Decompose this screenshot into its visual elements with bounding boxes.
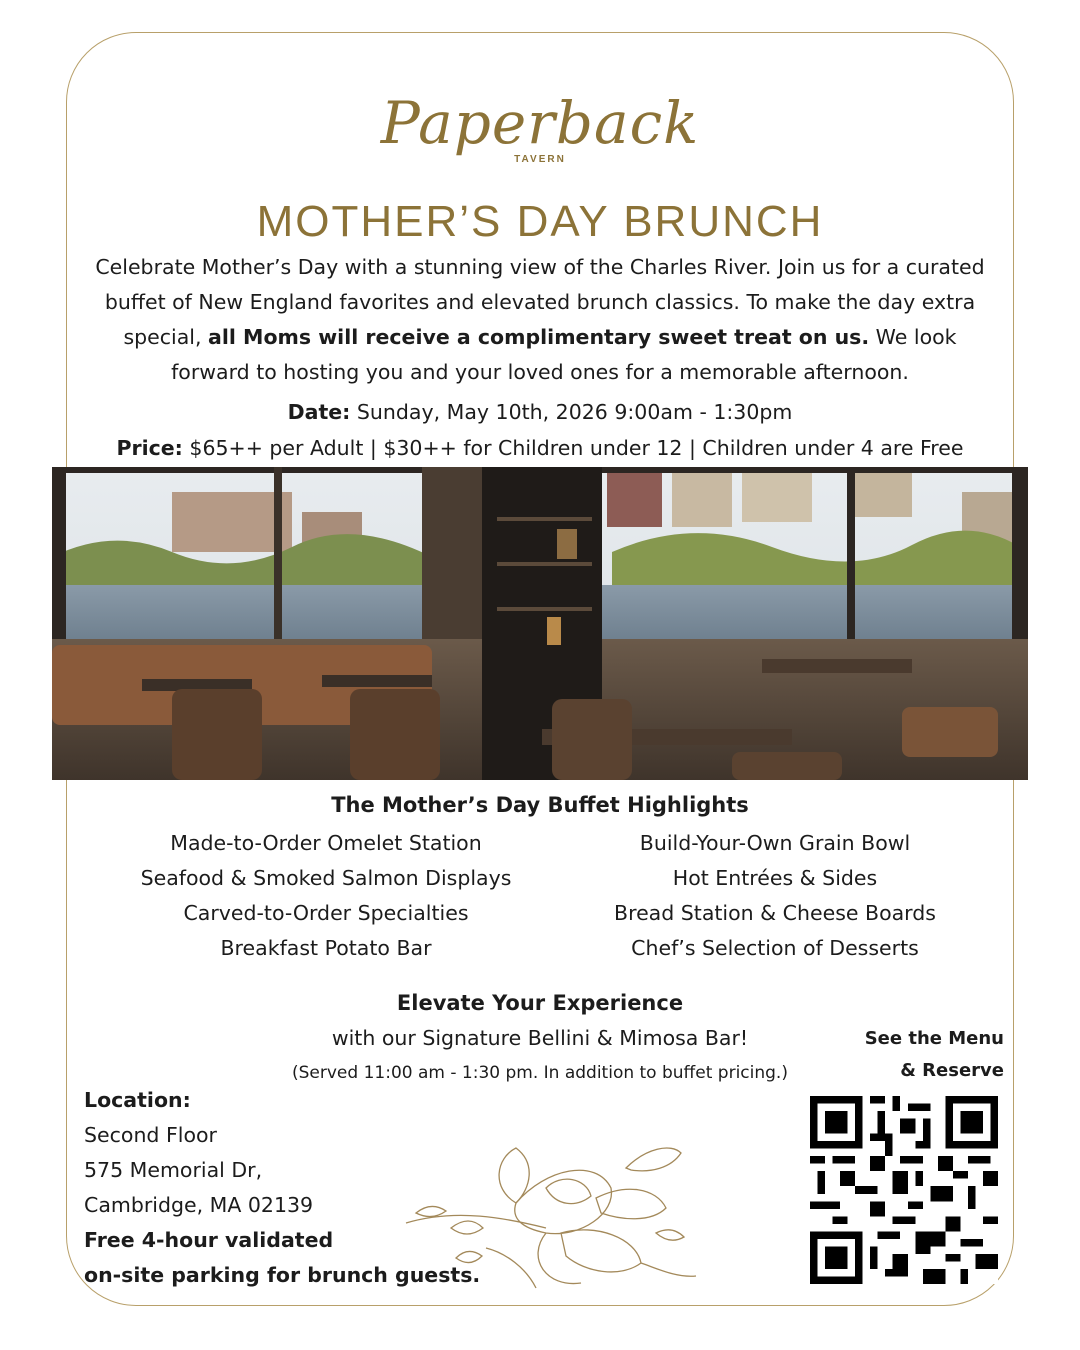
highlight-item: Build-Your-Own Grain Bowl [639, 831, 911, 855]
highlight-item: Made-to-Order Omelet Station [170, 831, 482, 855]
price-label: Price: [116, 436, 183, 460]
menu-reserve-label [832, 1023, 1004, 1087]
intro-text-end: We look forward to hosting you and your loved ones for a memorable afternoon. [171, 325, 957, 384]
event-date [0, 397, 1080, 427]
location-line: Second Floor [84, 1123, 217, 1147]
qr-code[interactable] [810, 1096, 998, 1284]
price-value: $65++ per Adult | $30++ for Children under 12 | Children under 4 are Free [182, 436, 964, 460]
logo [0, 88, 1080, 165]
elevate-note: (Served 11:00 am - 1:30 pm. In addition to buffet pricing.) [292, 1063, 788, 1083]
parking-line: on-site parking for brunch guests. [84, 1263, 481, 1287]
highlights-right-column [545, 826, 1005, 966]
highlights-left-column [96, 826, 556, 966]
event-price [0, 433, 1080, 463]
highlight-item: Seafood & Smoked Salmon Displays [140, 866, 512, 890]
elevate-subtitle: with our Signature Bellini & Mimosa Bar! [331, 1026, 749, 1050]
menu-label-line: & Reserve [900, 1060, 1004, 1081]
highlight-item: Breakfast Potato Bar [220, 936, 432, 960]
highlight-item: Chef’s Selection of Desserts [631, 936, 919, 960]
location-line: 575 Memorial Dr, [84, 1158, 263, 1182]
intro-text-start: Celebrate Mother’s Day with a stunning view of the Charles River. Join us for a curated buffet of New England favorites and elevated brunch classics. To make the day extra special, [95, 255, 985, 349]
highlight-item: Carved-to-Order Specialties [183, 901, 469, 925]
highlights-title: The Mother’s Day Buffet Highlights [331, 793, 749, 817]
date-value: Sunday, May 10th, 2026 9:00am - 1:30pm [350, 400, 793, 424]
logo-subtitle: TAVERN [514, 154, 566, 165]
location-label: Location: [84, 1088, 191, 1112]
intro-highlight: all Moms will receive a complimentary sweet treat on us. [208, 325, 870, 349]
parking-line: Free 4-hour validated [84, 1228, 334, 1252]
intro-paragraph [88, 250, 992, 390]
highlight-item: Hot Entrées & Sides [672, 866, 878, 890]
elevate-title: Elevate Your Experience [396, 991, 684, 1015]
location-line: Cambridge, MA 02139 [84, 1193, 314, 1217]
restaurant-photo [52, 467, 1028, 780]
logo-wordmark: Paperback [380, 89, 700, 157]
floral-illustration [396, 1128, 706, 1298]
date-label: Date: [287, 400, 351, 424]
page-title: MOTHER’S DAY BRUNCH [256, 197, 824, 246]
highlight-item: Bread Station & Cheese Boards [614, 901, 936, 925]
menu-label-line: See the Menu [864, 1028, 1004, 1049]
